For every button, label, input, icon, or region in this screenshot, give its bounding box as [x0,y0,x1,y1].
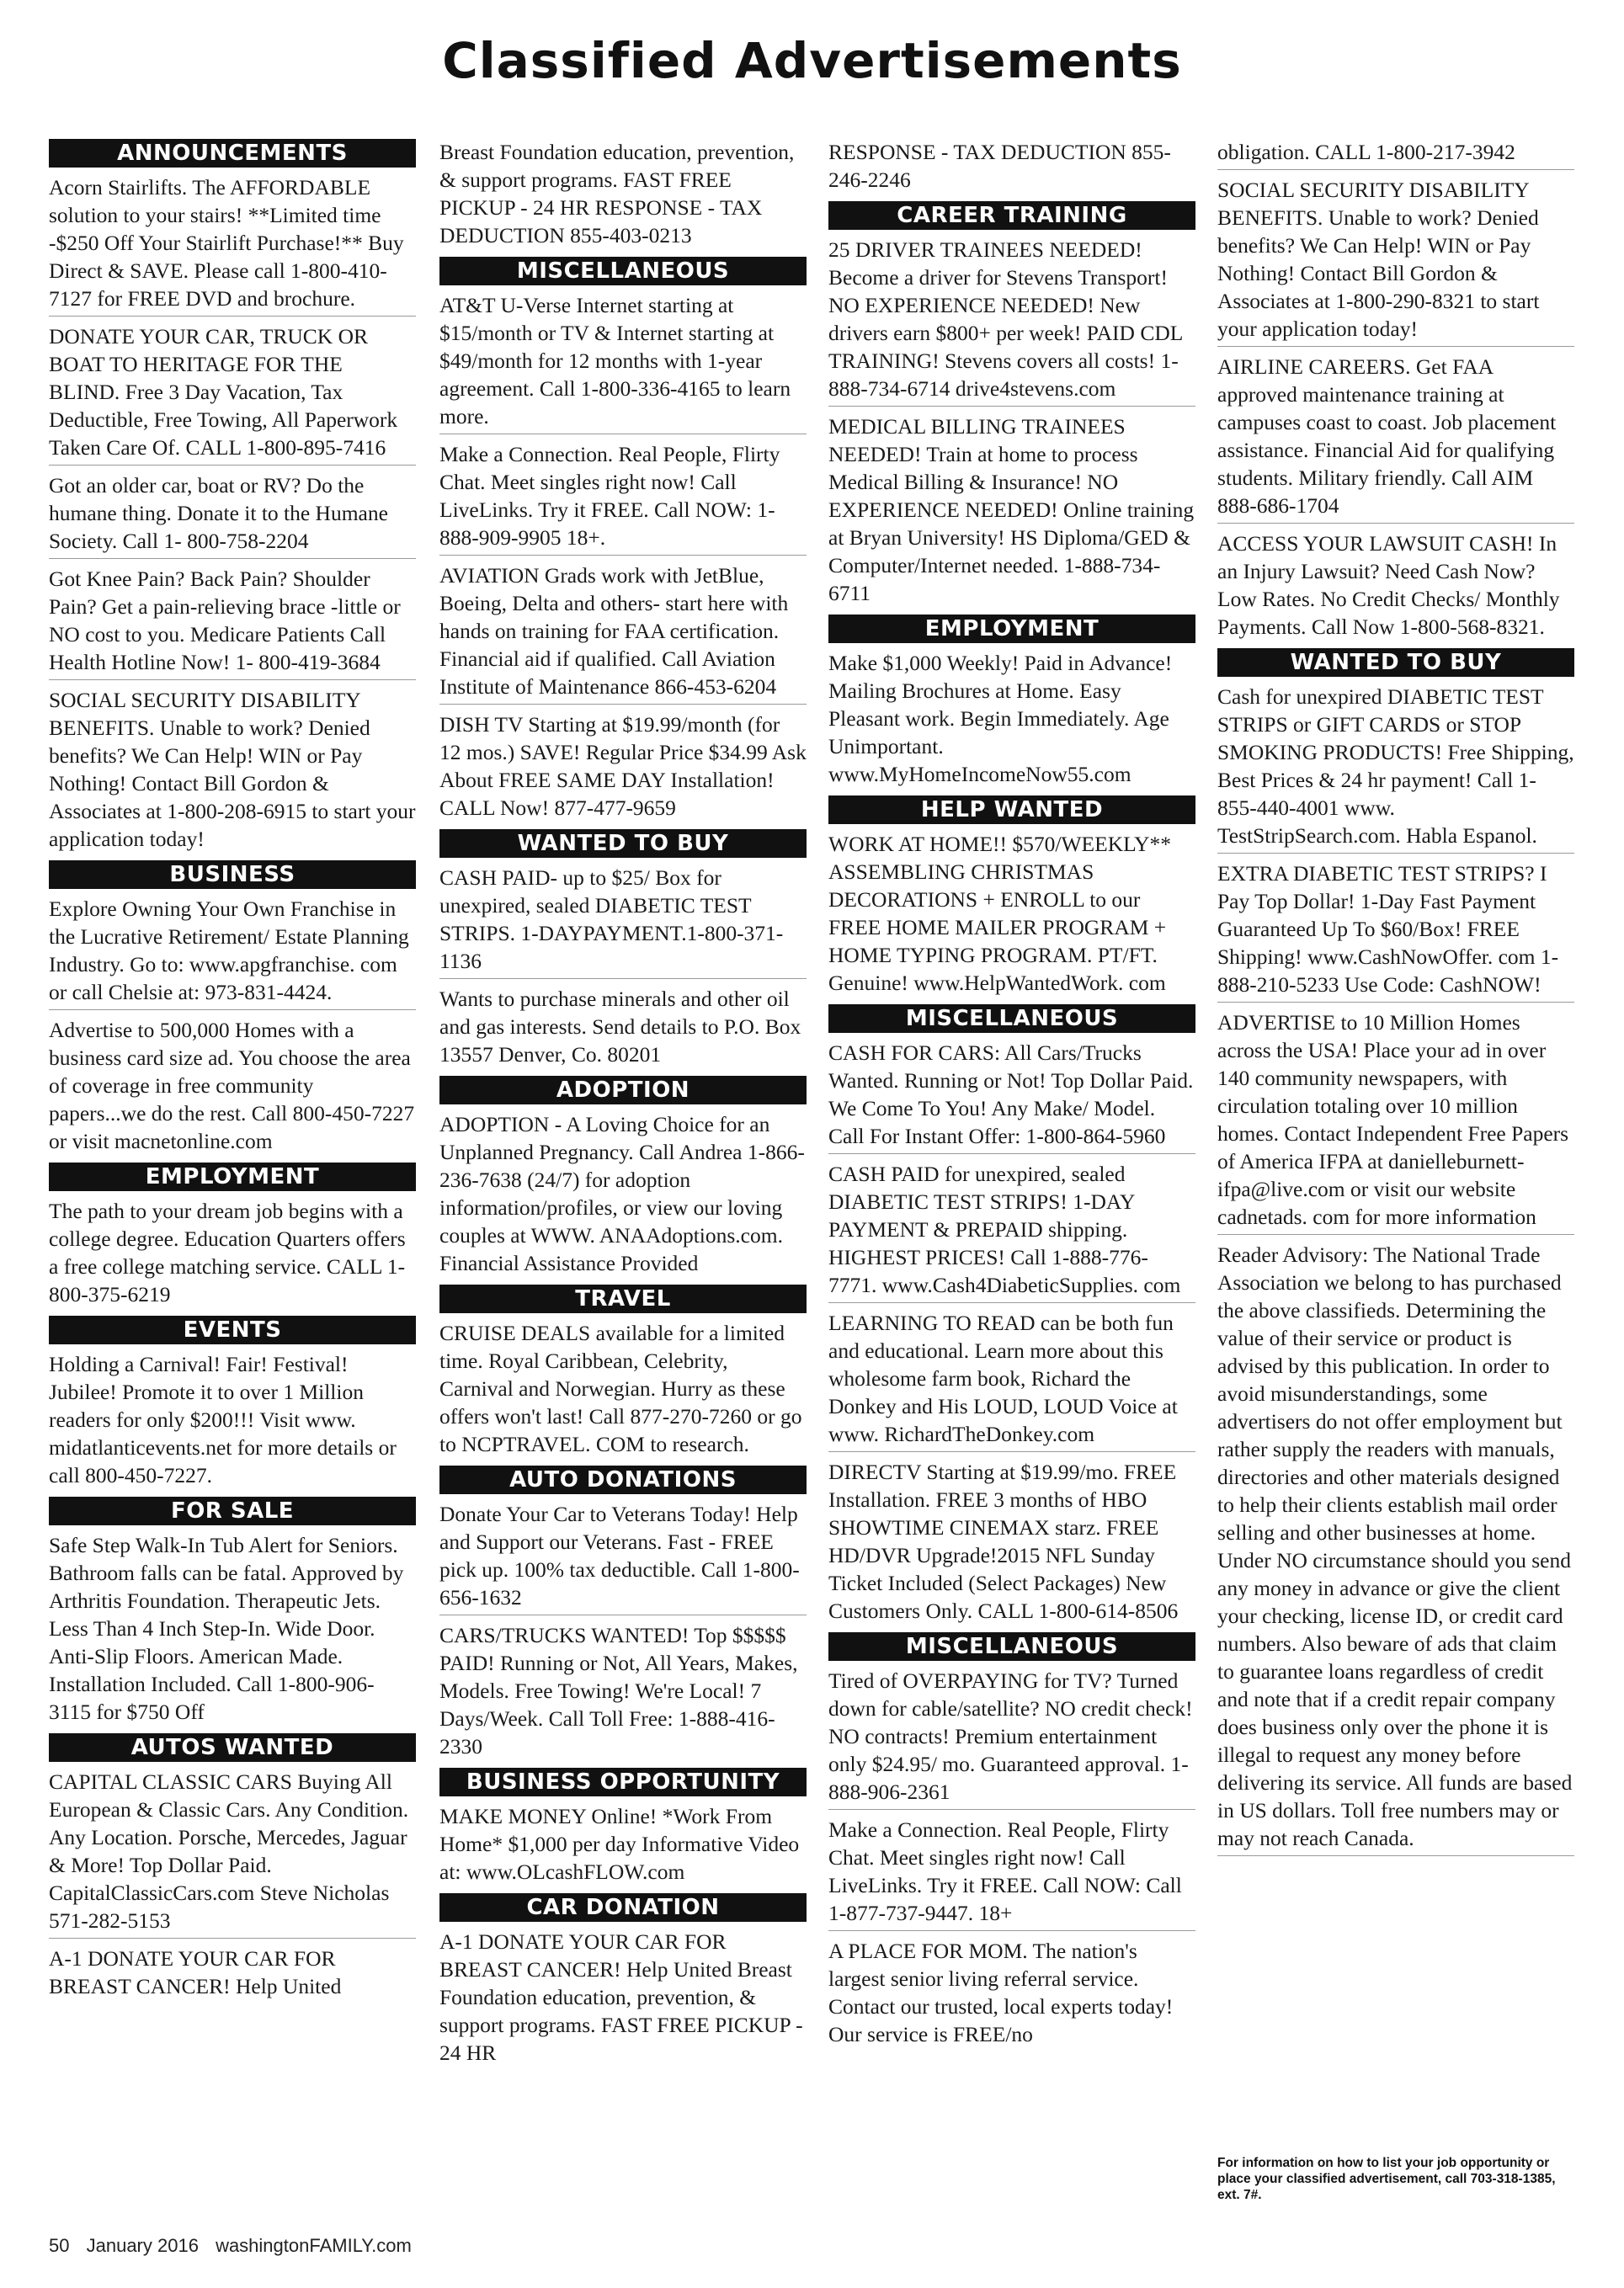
section-header: MISCELLANEOUS [439,257,807,285]
section-header: MISCELLANEOUS [828,1004,1195,1033]
classified-ad: AT&T U-Verse Internet starting at $15/month or TV & Internet starting at $49/month for 12 months with 1-year agreement. Call 1-800-336-4165 to learn more. [439,290,807,434]
section-header: AUTO DONATIONS [439,1466,807,1494]
classified-ad: Safe Step Walk-In Tub Alert for Seniors. Bathroom falls can be fatal. Approved by Arthritis Foundation. Therapeutic Jets. Less Than 4 Inch Step-In. Wide Door. Anti-Slip Floors. American Made. Installation Included. Call 1-800-906-3115 for $750 Off [49,1533,404,1724]
page-footer [49,2235,423,2257]
section-header: HELP WANTED [828,795,1195,824]
classified-ad: CASH PAID for unexpired, sealed DIABETIC TEST STRIPS! 1-DAY PAYMENT & PREPAID shipping. HIGHEST PRICES! Call 1-888-776-7771. www.Cash4DiabeticSupplies. com [828,1158,1195,1303]
section-header: MISCELLANEOUS [828,1632,1195,1661]
section-header: ANNOUNCEMENTS [49,139,416,168]
classified-ad: WORK AT HOME!! $570/WEEKLY** ASSEMBLING CHRISTMAS DECORATIONS + ENROLL to our FREE HOME MAILER PROGRAM + HOME TYPING PROGRAM. PT/FT. Genuine! www.HelpWantedWork. com [828,832,1172,995]
section-header: FOR SALE [49,1497,416,1525]
classified-ad: Wants to purchase minerals and other oil and gas interests. Send details to P.O. Box 13557 Denver, Co. 80201 [439,987,801,1067]
classified-ad: Holding a Carnival! Fair! Festival! Jubilee! Promote it to over 1 Million readers for only $200!!! Visit www. midatlanticevents.net for more details or call 800-450-7227. [49,1352,397,1487]
column-3 [828,136,1195,2056]
page-number: 50 [49,2235,70,2256]
classified-ad: Explore Owning Your Own Franchise in the Lucrative Retirement/ Estate Planning Industry. Go to: www.apgfranchise. com or call Chelsie at: 973-831-4424. [49,893,416,1010]
classified-ad: CRUISE DEALS available for a limited time. Royal Caribbean, Celebrity, Carnival and Norwegian. Hurry as these offers won't last! Call 877-270-7260 or go to NCPTRAVEL. COM to research. [439,1321,802,1456]
classified-ad: CAPITAL CLASSIC CARS Buying All European & Classic Cars. Any Condition. Any Location. Porsche, Mercedes, Jaguar & More! Top Dollar Paid. CapitalClassicCars.com Steve Nicholas 571-282-5153 [49,1766,416,1939]
site-name: washingtonFAMILY.com [216,2235,412,2256]
classified-ad: Acorn Stairlifts. The AFFORDABLE solution to your stairs! **Limited time -$250 Off Your Stairlift Purchase!** Buy Direct & SAVE. Please call 1-800-410-7127 for FREE DVD and brochure. [49,172,416,317]
classified-ad: ADVERTISE to 10 Million Homes across the USA! Place your ad in over 140 community newspapers, with circulation totaling over 10 million homes. Contact Independent Free Papers of America IFPA at danielleburnett-ifpa@live.com or visit our website cadnetads. com for more information [1217,1007,1574,1235]
classified-ad: ACCESS YOUR LAWSUIT CASH! In an Injury Lawsuit? Need Cash Now? Low Rates. No Credit Checks/ Monthly Payments. Call Now 1-800-568-8321. [1217,531,1560,639]
classified-ad: DISH TV Starting at $19.99/month (for 12 mos.) SAVE! Regular Price $34.99 Ask About FREE SAME DAY Installation! CALL Now! 877-477-9659 [439,712,807,820]
classified-ad: obligation. CALL 1-800-217-3942 [1217,136,1574,170]
classified-ad: 25 DRIVER TRAINEES NEEDED! Become a driver for Stevens Transport! NO EXPERIENCE NEEDED! New drivers earn $800+ per week! PAID CDL TRAINING! Stevens covers all costs! 1-888-734-6714 drive4stevens.com [828,234,1195,407]
classified-ad: MAKE MONEY Online! *Work From Home* $1,000 per day Informative Video at: www.OLcashFLOW.com [439,1804,800,1884]
classified-ad: SOCIAL SECURITY DISABILITY BENEFITS. Unable to work? Denied benefits? We Can Help! WIN or Pay Nothing! Contact Bill Gordon & Associates at 1-800-290-8321 to start your application today! [1217,174,1574,347]
section-header: CAREER TRAINING [828,201,1195,230]
section-header: EMPLOYMENT [49,1163,416,1191]
classified-ad: Got an older car, boat or RV? Do the humane thing. Donate it to the Humane Society. Call 1- 800-758-2204 [49,470,416,559]
column-1 [49,136,416,2008]
classified-ad: Make a Connection. Real People, Flirty Chat. Meet singles right now! Call LiveLinks. Try it FREE. Call NOW: Call 1-877-737-9447. 18+ [828,1814,1195,1931]
section-header: ADOPTION [439,1076,807,1104]
classified-ad: Advertise to 500,000 Homes with a business card size ad. You choose the area of coverage in free community papers...we do the rest. Call 800-450-7227 or visit macnetonline.com [49,1018,415,1153]
classified-ad: Reader Advisory: The National Trade Association we belong to has purchased the above classifieds. Determining the value of their service or product is advised by this publication. In order to avoid misunderstandings, some advertisers do not offer employment but rather supply the readers with manuals, directories and other materials designed to help their clients establish mail order selling and other businesses at home. Under NO circumstance should you send any money in advance or give the client your checking, license ID, or credit card numbers. Also beware of ads that claim to guarantee loans regardless of credit and note that if a credit repair company does business only over the phone it is illegal to request any money before delivering its service. All funds are based in US dollars. Toll free numbers may or may not reach Canada. [1217,1239,1574,1856]
classified-ad: A PLACE FOR MOM. The nation's largest senior living referral service. Contact our trusted, local experts today! Our service is FREE/no [828,1939,1174,2046]
classified-ad: A-1 DONATE YOUR CAR FOR BREAST CANCER! Help United [49,1946,342,1998]
classified-ad: LEARNING TO READ can be both fun and educational. Learn more about this wholesome farm book, Richard the Donkey and His LOUD, LOUD Voice at www. RichardTheDonkey.com [828,1307,1195,1452]
classified-ad: Tired of OVERPAYING for TV? Turned down for cable/satellite? NO credit check! NO contracts! Premium entertainment only $24.95/ mo. Guaranteed approval. 1-888-906-2361 [828,1665,1195,1810]
classified-ad: AIRLINE CAREERS. Get FAA approved maintenance training at campuses coast to coast. Job placement assistance. Financial Aid for qualifying students. Military friendly. Call AIM 888-686-1704 [1217,351,1574,524]
classified-ad: EXTRA DIABETIC TEST STRIPS? I Pay Top Dollar! 1-Day Fast Payment Guaranteed Up To $60/Box! FREE Shipping! www.CashNowOffer. com 1-888-210-5233 Use Code: CashNOW! [1217,858,1574,1003]
classified-ad: ADOPTION - A Loving Choice for an Unplanned Pregnancy. Call Andrea 1-866-236-7638 (24/7) for adoption information/profiles, or view our loving couples at WWW. ANAAdoptions.com. Financial Assistance Provided [439,1112,805,1275]
section-header: WANTED TO BUY [1217,648,1574,677]
column-4 [1217,136,1574,1860]
section-header: EVENTS [49,1316,416,1344]
classified-ad: A-1 DONATE YOUR CAR FOR BREAST CANCER! Help United Breast Foundation education, prevention, & support programs. FAST FREE PICKUP - 24 HR [439,1929,803,2065]
section-header: BUSINESS [49,860,416,889]
section-header: AUTOS WANTED [49,1733,416,1762]
section-header: EMPLOYMENT [828,615,1195,643]
classified-ad: The path to your dream job begins with a college degree. Education Quarters offers a free college matching service. CALL 1-800-375-6219 [49,1199,406,1306]
classified-ad: AVIATION Grads work with JetBlue, Boeing, Delta and others- start here with hands on training for FAA certification. Financial aid if qualified. Call Aviation Institute of Maintenance 866-453-6204 [439,560,807,705]
classified-ad: CASH FOR CARS: All Cars/Trucks Wanted. Running or Not! Top Dollar Paid. We Come To You! Any Make/ Model. Call For Instant Offer: 1-800-864-5960 [828,1037,1195,1154]
section-header: CAR DONATION [439,1893,807,1922]
listing-info-note: For information on how to list your job opportunity or place your classified advertisement, call 703-318-1385, ext. 7#. [1217,2156,1556,2202]
section-header: WANTED TO BUY [439,829,807,858]
section-header: TRAVEL [439,1285,807,1313]
section-header: BUSINESS OPPORTUNITY [439,1768,807,1796]
classified-ad: Make a Connection. Real People, Flirty Chat. Meet singles right now! Call LiveLinks. Try it FREE. Call NOW: 1-888-909-9905 18+. [439,439,807,556]
classified-ad: Donate Your Car to Veterans Today! Help and Support our Veterans. Fast - FREE pick up. 100% tax deductible. Call 1-800-656-1632 [439,1498,807,1615]
classified-ad: DIRECTV Starting at $19.99/mo. FREE Installation. FREE 3 months of HBO SHOWTIME CINEMAX starz. FREE HD/DVR Upgrade!2015 NFL Sunday Ticket Included (Select Packages) New Customers Only. CALL 1-800-614-8506 [828,1460,1179,1623]
classified-ad: Got Knee Pain? Back Pain? Shoulder Pain? Get a pain-relieving brace -little or NO cost to you. Medicare Patients Call Health Hotline Now! 1- 800-419-3684 [49,563,416,680]
page-title: Classified Advertisements [442,32,1182,89]
classified-ad: Make $1,000 Weekly! Paid in Advance! Mailing Brochures at Home. Easy Pleasant work. Begin Immediately. Age Unimportant. www.MyHomeIncomeNow55.com [828,651,1173,786]
classified-ad: Cash for unexpired DIABETIC TEST STRIPS or GIFT CARDS or STOP SMOKING PRODUCTS! Free Shipping, Best Prices & 24 hr payment! Call 1-855-440-4001 www. TestStripSearch.com. Habla Espanol. [1217,681,1574,854]
classified-ad: Breast Foundation education, prevention, & support programs. FAST FREE PICKUP - 24 HR RESPONSE - TAX DEDUCTION 855-403-0213 [439,140,795,247]
classified-ad: SOCIAL SECURITY DISABILITY BENEFITS. Unable to work? Denied benefits? We Can Help! WIN or Pay Nothing! Contact Bill Gordon & Associates at 1-800-208-6915 to start your application today! [49,688,416,851]
column-2 [439,136,807,2074]
issue-date: January 2016 [86,2235,199,2256]
classified-ad: MEDICAL BILLING TRAINEES NEEDED! Train at home to process Medical Billing & Insurance! NO EXPERIENCE NEEDED! Online training at Bryan University! HS Diploma/GED & Computer/Internet needed. 1-888-734-6711 [828,414,1195,605]
classified-ad: CASH PAID- up to $25/ Box for unexpired, sealed DIABETIC TEST STRIPS. 1-DAYPAYMENT.1-800-371-1136 [439,862,807,979]
classified-ad: RESPONSE - TAX DEDUCTION 855-246-2246 [828,140,1171,192]
classified-ad: DONATE YOUR CAR, TRUCK OR BOAT TO HERITAGE FOR THE BLIND. Free 3 Day Vacation, Tax Deductible, Free Towing, All Paperwork Taken Care Of. CALL 1-800-895-7416 [49,321,416,466]
classified-ad: CARS/TRUCKS WANTED! Top $$$$$ PAID! Running or Not, All Years, Makes, Models. Free Towing! We're Local! 7 Days/Week. Call Toll Free: 1-888-416-2330 [439,1623,798,1759]
